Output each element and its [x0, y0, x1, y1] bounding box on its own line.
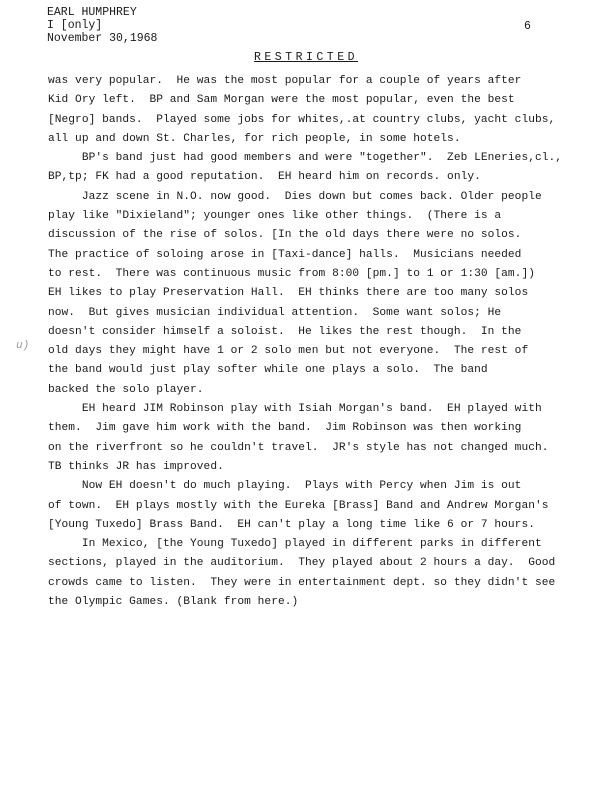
transcript-line: play like "Dixieland"; younger ones like other things. (There is a: [48, 210, 502, 223]
transcript-line: BP,tp; FK had a good reputation. EH heard him on records. only.: [48, 171, 481, 184]
transcript-line: BP's band just had good members and were "together". Zeb LEneries,cl.,: [48, 152, 563, 165]
transcript-line: sections, played in the auditorium. They played about 2 hours a day. Good: [48, 557, 556, 570]
reel-label: I [only]: [47, 19, 103, 32]
transcript-paragraph: [48, 72, 588, 149]
transcript-line: of town. EH plays mostly with the Eureka [Brass] Band and Andrew Morgan's: [48, 499, 549, 512]
transcript-line: to rest. There was continuous music from 8:00 [pm.] to 1 or 1:30 [am.]): [48, 267, 535, 280]
transcript-paragraph: [48, 477, 588, 535]
transcript-line: Kid Ory left. BP and Sam Morgan were the most popular, even the best: [48, 94, 515, 107]
restricted-heading: RESTRICTED: [253, 51, 358, 64]
transcript-line: doesn't consider himself a soloist. He likes the rest though. In the: [48, 325, 522, 338]
interview-date: November 30,1968: [47, 32, 158, 45]
page-number: 6: [524, 20, 531, 33]
transcript-line: backed the solo player.: [48, 383, 204, 396]
transcript-line: Now EH doesn't do much playing. Plays with Percy when Jim is out: [48, 480, 522, 493]
transcript-line: all up and down St. Charles, for rich people, in some hotels.: [48, 132, 461, 145]
transcript-line: the Olympic Games. (Blank from here.): [48, 596, 299, 609]
transcript-line: EH heard JIM Robinson play with Isiah Morgan's band. EH played with: [48, 403, 542, 416]
transcript-line: them. Jim gave him work with the band. Jim Robinson was then working: [48, 422, 522, 435]
transcript-line: TB thinks JR has improved.: [48, 460, 224, 473]
transcript-line: old days they might have 1 or 2 solo men but not everyone. The rest of: [48, 345, 529, 358]
transcript-line: [Young Tuxedo] Brass Band. EH can't play a long time like 6 or 7 hours.: [48, 518, 535, 531]
transcript-line: [Negro] bands. Played some jobs for whites,.at country clubs, yacht clubs,: [48, 113, 556, 126]
transcript-line: crowds came to listen. They were in entertainment dept. so they didn't see: [48, 576, 556, 589]
margin-handwritten-mark: u): [16, 340, 30, 352]
transcript-line: the band would just play softer while one plays a solo. The band: [48, 364, 488, 377]
transcript-paragraph: [48, 149, 588, 188]
interviewee-name: EARL HUMPHREY: [47, 6, 137, 19]
transcript-paragraph: [48, 188, 588, 400]
transcript-line: The practice of soloing arose in [Taxi-dance] halls. Musicians needed: [48, 248, 522, 261]
transcript-paragraph: [48, 400, 588, 477]
transcript-line: on the riverfront so he couldn't travel. JR's style has not changed much.: [48, 441, 549, 454]
transcript-line: was very popular. He was the most popular for a couple of years after: [48, 75, 522, 87]
transcript-line: In Mexico, [the Young Tuxedo] played in different parks in different: [48, 538, 542, 551]
transcript-line: now. But gives musician individual attention. Some want solos; He: [48, 306, 502, 319]
transcript-body: [48, 72, 588, 612]
transcript-paragraph: [48, 535, 588, 612]
transcript-line: discussion of the rise of solos. [In the old days there were no solos.: [48, 229, 522, 242]
transcript-line: Jazz scene in N.O. now good. Dies down but comes back. Older people: [48, 190, 542, 203]
document-header: [47, 6, 157, 45]
transcript-line: EH likes to play Preservation Hall. EH thinks there are too many solos: [48, 287, 529, 300]
